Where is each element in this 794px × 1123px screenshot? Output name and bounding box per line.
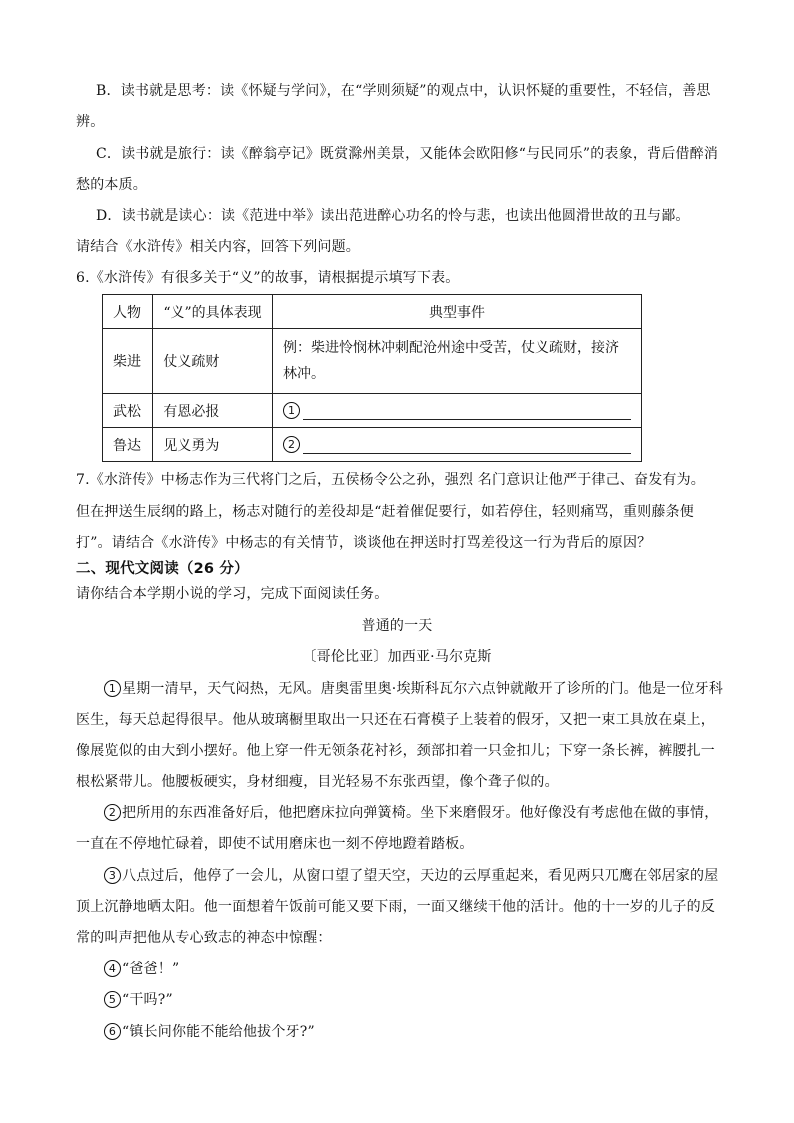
row3-trait: 见义勇为 [153, 428, 273, 462]
paragraph-3-line-3: 常的叫声把他从专心致志的神态中惊醒： [76, 930, 332, 946]
paragraph-3-line-1: 3 八点过后，他停了一会儿，从窗口望了望天空，天边的云厚重起来，看见两只兀鹰在邻居家的屋 [104, 866, 718, 886]
answer-marker-1: 1 [283, 402, 300, 419]
row2-trait: 有恩必报 [153, 394, 273, 428]
paragraph-2-line-2: 一直在不停地忙碌着，即使不试用磨床也一刻不停地蹬着踏板。 [76, 836, 474, 852]
table-row [103, 329, 642, 394]
section-2-instruction: 请你结合本学期小说的学习，完成下面阅读任务。 [76, 586, 389, 602]
question-7-line-1: 7.《水浒传》中杨志作为三代将门之后，五侯杨令公之孙，强烈 名门意识让他严于律己、奋发有为。 [76, 472, 706, 488]
paragraph-2-line-1: 2 把所用的东西准备好后，他把磨床拉向弹簧椅。坐下来磨假牙。他好像没有考虑他在做的事情， [104, 803, 718, 823]
paragraph-1-line-4: 根松紧带儿。他腰板硬实，身材细瘦，目光轻易不东张西望，像个聋子似的。 [76, 774, 559, 790]
header-trait: “义”的具体表现 [153, 295, 273, 329]
row1-person: 柴进 [103, 329, 153, 394]
question-6-prompt: 6.《水浒传》有很多关于“义”的故事，请根据提示填写下表。 [76, 270, 460, 286]
table-row [103, 394, 642, 428]
table-row [103, 428, 642, 462]
paragraph-1-line-3: 像展览似的由大到小摆好。他上穿一件无领条花衬衫，颈部扣着一只金扣儿；下穿一条长裤，裤腰扎一 [76, 743, 715, 759]
row3-person: 鲁达 [103, 428, 153, 462]
paragraph-1-line-1: 1 星期一清早，天气闷热，无风。唐奥雷里奥·埃斯科瓦尔六点钟就敞开了诊所的门。他是一位牙科 [104, 679, 723, 699]
paragraph-1-line-2: 医生，每天总起得很早。他从玻璃橱里取出一只还在石膏模子上装着的假牙，又把一束工具放在桌上， [76, 712, 715, 728]
dialogue-5: 5 “干吗?” [104, 990, 173, 1010]
article-author: 〔哥伦比亚〕加西亚·马尔克斯 [302, 649, 492, 665]
question-7-line-3: 打”。请结合《水浒传》中杨志的有关情节，谈谈他在押送时打骂差役这一行为背后的原因？ [76, 535, 652, 551]
paragraph-marker-6: 6 [104, 1023, 121, 1040]
row1-trait: 仗义疏财 [153, 329, 273, 394]
paragraph-marker-5: 5 [104, 991, 121, 1008]
header-event: 典型事件 [272, 295, 641, 329]
paragraph-marker-1: 1 [104, 680, 121, 697]
table-header-row [103, 295, 642, 329]
question-7-line-2: 但在押送生辰纲的路上，杨志对随行的差役却是“赶着催促要行，如若停住，轻则痛骂，重则藤条便 [76, 504, 694, 520]
option-c-line-1: C．读书就是旅行：读《醉翁亭记》既赏滁州美景，又能体会欧阳修“与民同乐”的表象，背后借醉消 [96, 146, 719, 162]
shuihu-instruction: 请结合《水浒传》相关内容，回答下列问题。 [76, 239, 360, 255]
section-2-title: 二、现代文阅读（26 分） [76, 561, 249, 577]
option-b-line-2: 辨。 [76, 114, 105, 130]
paragraph-marker-4: 4 [104, 960, 121, 977]
answer-blank-2[interactable] [303, 435, 631, 454]
row3-event [272, 428, 641, 462]
yi-table [102, 294, 642, 462]
row2-event [272, 394, 641, 428]
dialogue-6: 6 “镇长问你能不能给他拔个牙?” [104, 1022, 315, 1042]
row1-event: 例：柴进怜悯林冲刺配沧州途中受苦，仗义疏财，接济林冲。 [272, 329, 641, 394]
row2-person: 武松 [103, 394, 153, 428]
option-c-line-2: 愁的本质。 [76, 177, 147, 193]
answer-marker-2: 2 [283, 436, 300, 453]
paragraph-marker-2: 2 [104, 804, 121, 821]
paragraph-marker-3: 3 [104, 867, 121, 884]
dialogue-4: 4 “爸爸！” [104, 959, 179, 979]
header-person: 人物 [103, 295, 153, 329]
option-d: D．读书就是读心：读《范进中举》读出范进醉心功名的怜与悲，也读出他圆滑世故的丑与鄙。 [96, 208, 690, 224]
article-title: 普通的一天 [361, 618, 433, 634]
answer-blank-1[interactable] [303, 401, 631, 420]
option-b-line-1: B．读书就是思考：读《怀疑与学问》，在“学则须疑”的观点中，认识怀疑的重要性，不轻信，善思 [96, 83, 711, 99]
paragraph-3-line-2: 顶上沉静地晒太阳。他一面想着午饭前可能又要下雨，一面又继续干他的活计。他的十一岁的儿子的反 [76, 899, 715, 915]
